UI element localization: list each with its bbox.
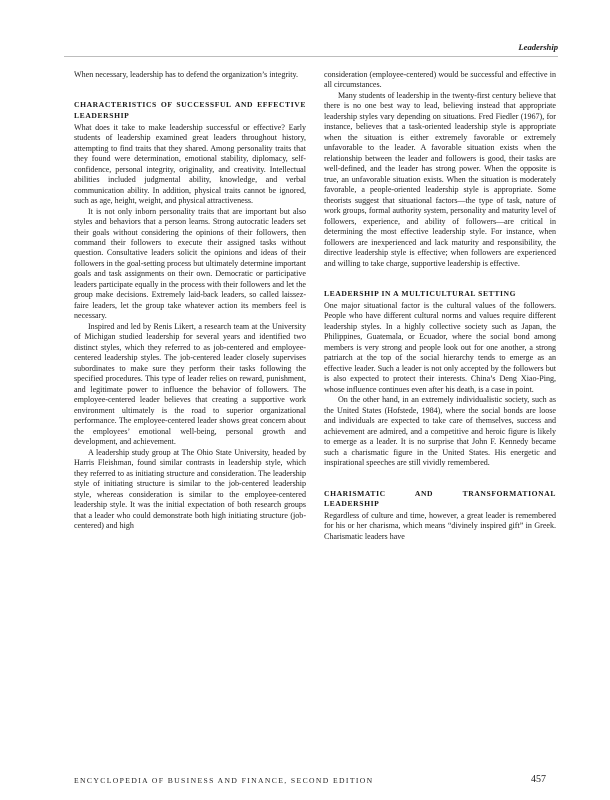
right-column [324,70,556,542]
page-footer [74,776,558,785]
page-number: 457 [531,774,546,785]
paragraph: What does it take to make leadership successful or effective? Early students of leadership examined great leaders throughout history, attempting to find traits that they shared. Among personality traits that they found were determination, emotional stability, diplomacy, self-confidence, personal integrity, originality, and creativity. Intellectual abilities included judgmental ability, knowledge, and verbal communication ability. In addition, physical traits cannot be ignored, such as age, height, weight, and physical attractiveness. [74,122,306,206]
paragraph: On the other hand, in an extremely individualistic society, such as the United States (Hofstede, 1984), where the social bonds are loose and individuals are expected to take care of themselves, success and achievement are admired, and a competitive and heroic figure is likely to emerge as a leader. It is no surprise that John F. Kennedy became such a charismatic figure in the United States. His energetic and inspirational speeches are still vividly remembered. [324,395,556,468]
paragraph-intro: When necessary, leadership has to defend the organization’s integrity. [74,70,299,79]
paragraph: A leadership study group at The Ohio State University, headed by Harris Fleishman, found similar contrasts in leadership style, which they referred to as initiating structure and consideration. The leadership style of initiating structure is similar to the job-centered leadership style, whereas consideration is similar to the employee-centered leadership style. It was the initial expectation of both research groups that a leader who could demonstrate both high initiating structure (job-centered) and high [74,447,306,531]
paragraph-continued: consideration (employee-centered) would be successful and effective in all circumstances. [324,70,556,90]
left-column [74,70,306,532]
section-heading-multicultural: LEADERSHIP IN A MULTICULTURAL SETTING [324,289,517,299]
running-header: Leadership [518,42,558,52]
paragraph: One major situational factor is the cultural values of the followers. People who have different cultural norms and values require different leadership styles. In a highly collective society such as Japan, the Philippines, Guatemala, or Ecuador, where the social bond among members is very strong and people look out for one another, a strong patriarch at the top of the social hierarchy tends to emerge as an effective leader. Such a leader is not only accepted by the followers but is also expected to protect their interests. China’s Deng Xiao-Ping, whose influence continues even after his death, is a case in point. [324,300,556,394]
paragraph: Many students of leadership in the twenty-first century believe that there is no one best way to lead, believing instead that appropriate leadership styles vary depending on situations. Fred Fiedler (1967), for instance, believes that a task-oriented leadership style is appropriate when the situation is either extremely favorable or extremely unfavorable to the leader. A favorable situation exists when the relationship between the leader and followers is good, their tasks are well-defined, and the leader has strong power. When the opposite is true, an unfavorable situation exists. When the situation is moderately favorable, a people-oriented leadership style is appropriate. Some theorists suggest that situational factors—the type of task, nature of work groups, formal authority system, personality and maturity level of followers, experience, and ability of followers—are critical in determining the most effective leadership style. For instance, when followers are inexperienced and lack maturity and responsibility, the directive leadership style is effective; when followers are experienced and willing to take charge, supportive leadership is effective. [324,90,556,268]
publication-title: ENCYCLOPEDIA OF BUSINESS AND FINANCE, SECOND EDITION [74,776,374,785]
header-rule [64,56,558,57]
section-heading-charismatic: CHARISMATIC AND TRANSFORMATIONAL LEADERSHIP [324,488,556,509]
paragraph: Regardless of culture and time, however, a great leader is remembered for his or her charisma, which means “divinely inspired gift” in Greek. Charismatic leaders have [324,510,556,541]
paragraph: It is not only inborn personality traits that are important but also styles and behaviors that a person learns. Strong autocratic leaders set their goals without considering the opinions of their followers, then command their followers to execute their assigned tasks without question. Consultative leaders solicit the opinions and ideas of their followers in the goal-setting process but ultimately determine important goals and task assignments on their own. Democratic or participative leaders participate equally in the process with their followers and let the group make decisions. Extremely laid-back leaders, so called laissez-faire leaders, let the group take whatever action its members feel is necessary. [74,206,306,321]
paragraph: Inspired and led by Renis Likert, a research team at the University of Michigan studied leadership for several years and identified two distinct styles, which they referred to as job-centered and employee-centered leadership styles. The job-centered leader closely supervises subordinates to make sure they perform their tasks following the specified procedures. This type of leader relies on reward, punishment, and legitimate power to influence the behavior of followers. The employee-centered leader believes that creating a supportive work environment ultimately is the road to superior organizational performance. The employee-centered leader shows great concern about the employees’ emotional well-being, personal growth and development, and achievement. [74,321,306,447]
section-heading-characteristics: CHARACTERISTICS OF SUCCESSFUL AND EFFECTIVE LEADERSHIP [74,100,306,121]
